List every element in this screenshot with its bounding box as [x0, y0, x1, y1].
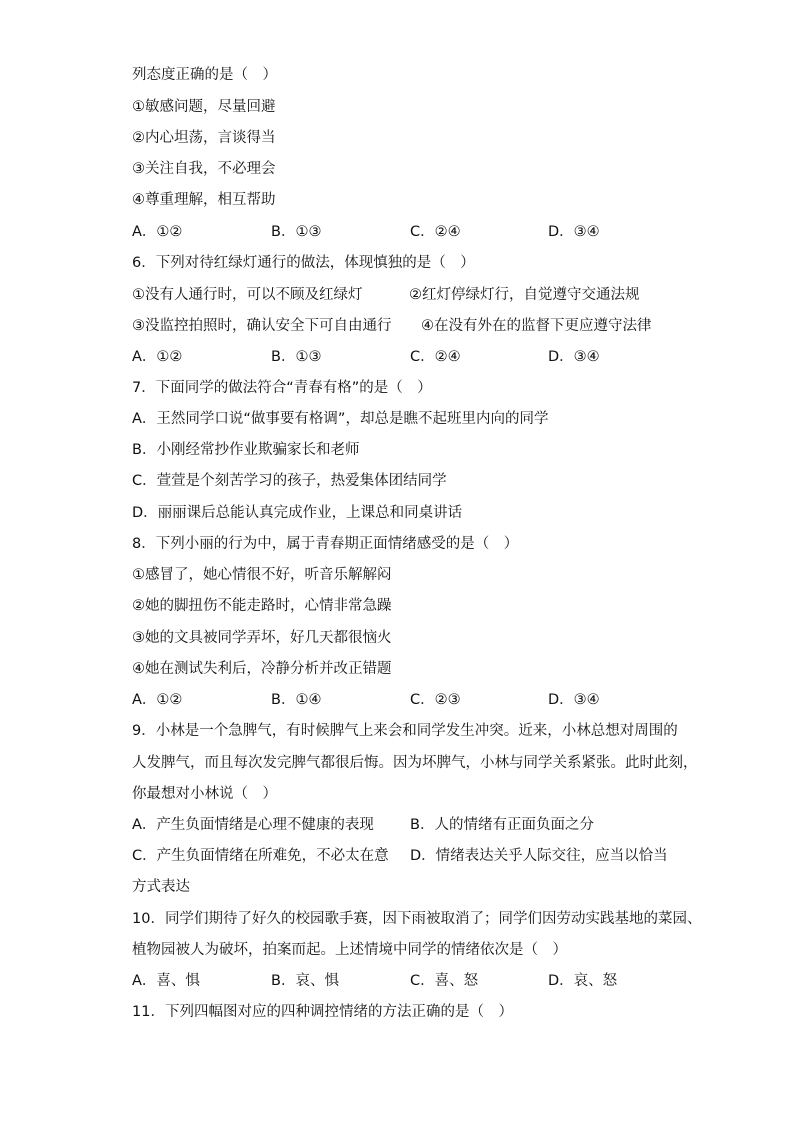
q5-option-d: D．③④ [548, 224, 600, 240]
q10-option-a: A．喜、惧 [132, 973, 200, 989]
q7-option-b: B．小刚经常抄作业欺骗家长和老师 [132, 442, 360, 458]
q6-item-1: ①没有人通行时，可以不顾及红绿灯 [132, 287, 363, 303]
q9-stem-line-2: 人发脾气，而且每次发完脾气都很后悔。因为坏脾气，小林与同学关系紧张。此时此刻， [132, 755, 698, 771]
q7-option-a: A．王然同学口说“做事要有格调”，却总是瞧不起班里内向的同学 [132, 411, 549, 427]
q10-stem-line-2: 植物园被人为破坏，拍案而起。上述情境中同学的情绪依次是（ ） [132, 942, 567, 958]
q8-option-d: D．③④ [548, 692, 600, 708]
q6-item-2: ②红灯停绿灯行，自觉遵守交通法规 [409, 287, 640, 303]
q9-option-d-continued: 方式表达 [132, 879, 190, 895]
q10-option-b: B．哀、惧 [271, 973, 339, 989]
q9-stem-line-3: 你最想对小林说（ ） [132, 786, 277, 802]
q5-stem-tail: 列态度正确的是（ ） [132, 67, 277, 83]
q11-stem: 11．下列四幅图对应的四种调控情绪的方法正确的是（ ） [132, 1004, 513, 1020]
q9-option-d: D．情绪表达关乎人际交往，应当以恰当 [410, 848, 668, 864]
q8-option-c: C．②③ [410, 692, 461, 708]
q6-item-3: ③没监控拍照时，确认安全下可自由通行 [132, 318, 392, 334]
q8-item-1: ①感冒了，她心情很不好，听音乐解解闷 [132, 567, 392, 583]
q9-option-a: A．产生负面情绪是心理不健康的表现 [132, 817, 374, 833]
q6-item-4: ④在没有外在的监督下更应遵守法律 [421, 318, 652, 334]
q5-option-b: B．①③ [271, 224, 322, 240]
q9-option-c: C．产生负面情绪在所难免，不必太在意 [132, 848, 389, 864]
q7-option-d: D．丽丽课后总能认真完成作业，上课总和同桌讲话 [132, 505, 463, 521]
q5-item-3: ③关注自我，不必理会 [132, 161, 276, 177]
q8-item-3: ③她的文具被同学弄坏，好几天都很恼火 [132, 630, 392, 646]
q5-option-a: A．①② [132, 224, 183, 240]
q8-option-b: B．①④ [271, 692, 322, 708]
q5-item-4: ④尊重理解，相互帮助 [132, 192, 276, 208]
q7-option-c: C．萱萱是个刻苦学习的孩子，热爱集体团结同学 [132, 473, 447, 489]
q6-option-b: B．①③ [271, 349, 322, 365]
q6-option-c: C．②④ [410, 349, 461, 365]
q8-stem: 8．下列小丽的行为中，属于青春期正面情绪感受的是（ ） [132, 536, 519, 552]
q8-option-a: A．①② [132, 692, 183, 708]
q8-item-4: ④她在测试失利后，冷静分析并改正错题 [132, 661, 392, 677]
q7-stem: 7．下面同学的做法符合“青春有格”的是（ ） [132, 380, 432, 396]
q5-item-1: ①敏感问题，尽量回避 [132, 99, 276, 115]
q9-stem-line-1: 9．小林是一个急脾气，有时候脾气上来会和同学发生冲突。近来，小林总想对周围的 [132, 723, 678, 739]
q10-stem-line-1: 10．同学们期待了好久的校园歌手赛，因下雨被取消了；同学们因劳动实践基地的菜园、 [132, 911, 702, 927]
q10-option-d: D．哀、怒 [548, 973, 618, 989]
q8-item-2: ②她的脚扭伤不能走路时，心情非常急躁 [132, 598, 392, 614]
q6-stem: 6．下列对待红绿灯通行的做法，体现慎独的是（ ） [132, 255, 475, 271]
q10-option-c: C．喜、怒 [410, 973, 479, 989]
q5-option-c: C．②④ [410, 224, 461, 240]
q6-option-d: D．③④ [548, 349, 600, 365]
q5-item-2: ②内心坦荡，言谈得当 [132, 130, 276, 146]
q9-option-b: B．人的情绪有正面负面之分 [410, 817, 594, 833]
q6-option-a: A．①② [132, 349, 183, 365]
